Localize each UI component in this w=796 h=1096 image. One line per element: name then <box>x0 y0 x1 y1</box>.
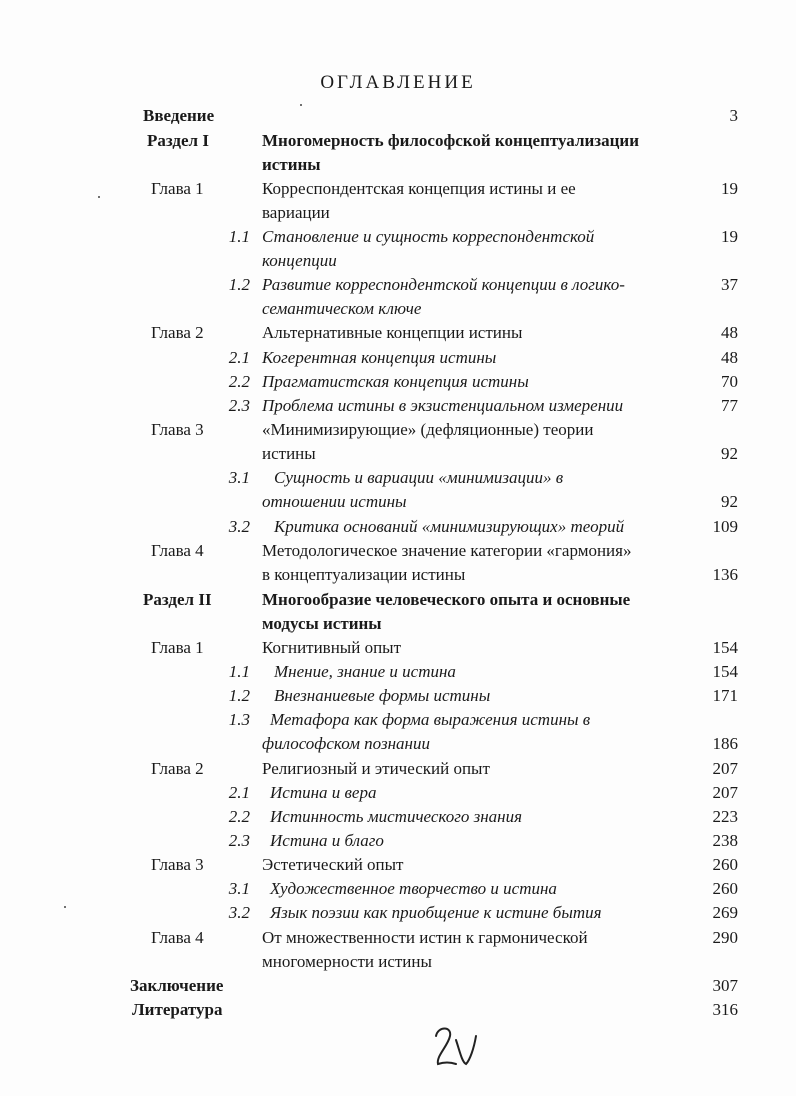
toc-page: 207 <box>712 759 738 778</box>
toc-page: 70 <box>721 372 738 391</box>
toc-label: Глава 2 <box>151 323 204 342</box>
toc-page: 238 <box>712 831 738 850</box>
toc-page: 37 <box>721 275 738 294</box>
toc-title: Многомерность философской концептуализации <box>262 131 639 150</box>
toc-page: 92 <box>721 444 738 463</box>
toc-label: Литература <box>132 1000 223 1019</box>
toc-number: 2.2 <box>228 372 250 391</box>
toc-page: 269 <box>712 903 738 922</box>
toc-label: Глава 3 <box>151 855 204 874</box>
toc-number: 2.1 <box>228 348 250 367</box>
toc-title-cont: семантическом ключе <box>262 299 422 318</box>
toc-title: Истинность мистического знания <box>270 807 523 826</box>
toc-page: 136 <box>712 565 738 584</box>
toc-page: 92 <box>721 492 738 511</box>
toc-page: 154 <box>712 638 738 657</box>
toc-number: 2.2 <box>228 807 250 826</box>
toc-title-cont: отношении истины <box>262 492 407 511</box>
toc-label: Раздел II <box>143 590 212 609</box>
toc-page: 154 <box>712 662 738 681</box>
toc-title: Язык поэзии как приобщение к истине бытия <box>270 903 602 922</box>
toc-number: 3.2 <box>228 903 250 922</box>
toc-title: Эстетический опыт <box>262 855 404 874</box>
toc-number: 3.1 <box>228 879 250 898</box>
toc-title: Мнение, знание и истина <box>274 662 456 681</box>
toc-number: 1.1 <box>228 227 250 246</box>
toc-page: 260 <box>712 879 738 898</box>
toc-title: Сущность и вариации «минимизации» в <box>274 468 564 487</box>
toc-title: Религиозный и этический опыт <box>262 759 490 778</box>
toc-number: 1.3 <box>228 710 250 729</box>
toc-page: 171 <box>712 686 738 705</box>
toc-page: 19 <box>721 227 738 246</box>
toc-title: Корреспондентская концепция истины и ее <box>262 179 576 198</box>
toc-title: Становление и сущность корреспондентской <box>262 227 595 246</box>
toc-page: 19 <box>721 179 738 198</box>
toc-title: Метафора как форма выражения истины в <box>270 710 591 729</box>
toc-number: 1.1 <box>228 662 250 681</box>
toc-label: Введение <box>143 106 215 125</box>
toc-title: Художественное творчество и истина <box>270 879 557 898</box>
toc-page: 223 <box>712 807 738 826</box>
toc-page: 3 <box>729 106 738 125</box>
toc-title: Методологическое значение категории «гармония» <box>262 541 632 560</box>
toc-page: 307 <box>712 976 738 995</box>
toc-title: Внезнаниевые формы истины <box>274 686 491 705</box>
toc-title: Прагматистская концепция истины <box>262 372 529 391</box>
toc-label: Глава 1 <box>151 638 204 657</box>
toc-title: Альтернативные концепции истины <box>262 323 523 342</box>
toc-page: 109 <box>712 517 738 536</box>
toc-label: Заключение <box>130 976 224 995</box>
toc-page: 186 <box>712 734 738 753</box>
toc-title: Критика оснований «минимизирующих» теорий <box>274 517 625 536</box>
toc-title-cont: многомерности истины <box>262 952 432 971</box>
toc-label: Глава 1 <box>151 179 204 198</box>
toc-title-cont: вариации <box>262 203 330 222</box>
toc-label: Глава 3 <box>151 420 204 439</box>
handwritten-mark <box>430 1022 480 1072</box>
toc-number: 1.2 <box>228 275 250 294</box>
toc-number: 2.3 <box>228 396 250 415</box>
toc-number: 2.3 <box>228 831 250 850</box>
toc-number: 1.2 <box>228 686 250 705</box>
toc-page: 316 <box>712 1000 738 1019</box>
toc-title-cont: истины <box>262 444 316 463</box>
toc-page: 48 <box>721 323 738 342</box>
toc-label: Глава 4 <box>151 541 204 560</box>
toc-page: 207 <box>712 783 738 802</box>
toc-title-cont: в концептуализации истины <box>262 565 466 584</box>
toc-title: Истина и вера <box>270 783 377 802</box>
toc-number: 3.1 <box>228 468 250 487</box>
toc-title: Проблема истины в экзистенциальном измерении <box>262 396 624 415</box>
toc-title: Многообразие человеческого опыта и основные <box>262 590 631 609</box>
scan-speck <box>300 104 302 106</box>
toc-title-cont: истины <box>262 155 321 174</box>
toc-title-cont: модусы истины <box>262 614 382 633</box>
toc-number: 2.1 <box>228 783 250 802</box>
toc-label: Глава 2 <box>151 759 204 778</box>
toc-page: 290 <box>712 928 738 947</box>
toc-title: Истина и благо <box>270 831 384 850</box>
toc-title: Когерентная концепция истины <box>262 348 497 367</box>
toc-title-cont: концепции <box>262 251 337 270</box>
scan-speck <box>98 196 100 198</box>
toc-title-cont: философском познании <box>262 734 430 753</box>
toc-label: Раздел I <box>147 131 209 150</box>
toc-page: 260 <box>712 855 738 874</box>
toc-label: Глава 4 <box>151 928 204 947</box>
toc-title: Когнитивный опыт <box>262 638 402 657</box>
toc-title: От множественности истин к гармонической <box>262 928 588 947</box>
page-title: ОГЛАВЛЕНИЕ <box>320 72 476 93</box>
toc-number: 3.2 <box>228 517 250 536</box>
scan-speck <box>64 906 66 908</box>
toc-page: 48 <box>721 348 738 367</box>
toc-title: Развитие корреспондентской концепции в логико- <box>262 275 625 294</box>
toc-page: 77 <box>721 396 738 415</box>
toc-title: «Минимизирующие» (дефляционные) теории <box>262 420 594 439</box>
